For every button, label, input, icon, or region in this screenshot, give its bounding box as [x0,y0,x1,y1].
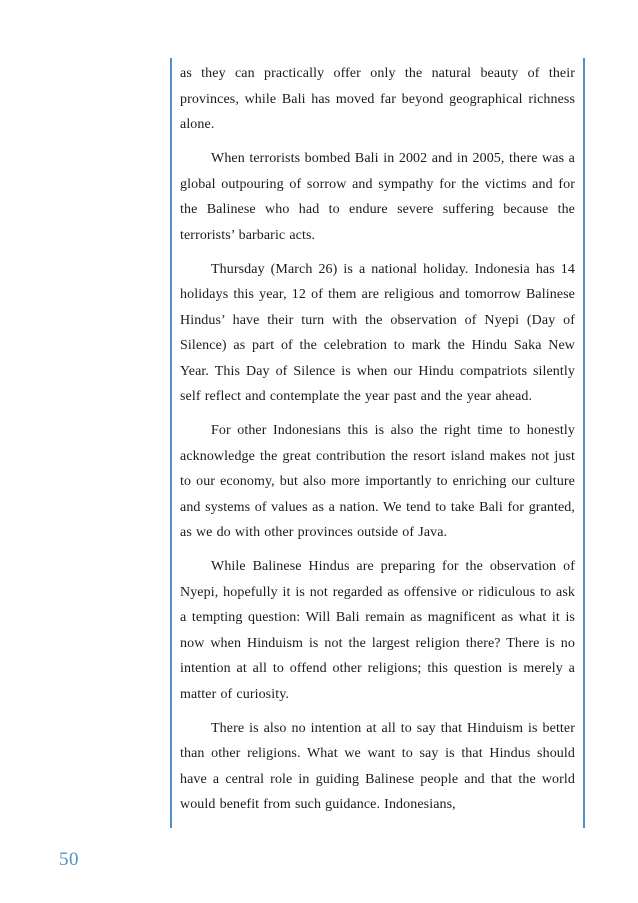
page-number: 50 [59,849,79,870]
paragraph-1: as they can practically offer only the natural beauty of their provinces, while Bali has moved far beyond geographical richness alone. [180,66,575,132]
paragraph-5: While Balinese Hindus are preparing for the observation of Nyepi, hopefully it is not regarded as offensive or ridiculous to ask a tempting question: Will Bali remain as magnificent as what it is now when Hinduism is not the largest religion there? There is no intention at all to offend other religions; this question is merely a matter of curiosity. [180,559,575,702]
paragraph-2: When terrorists bombed Bali in 2002 and in 2005, there was a global outpouring of sorrow and sympathy for the victims and for the Balinese who had to endure severe suffering because the terrorists’ barbaric acts. [180,151,575,243]
body-text [180,61,575,826]
paragraph-4: For other Indonesians this is also the right time to honestly acknowledge the great contribution the resort island makes not just to our economy, but also more importantly to enriching our culture and systems of values as a nation. We tend to take Bali for granted, as we do with other provinces outside of Java. [180,423,575,540]
text-column [170,58,585,828]
paragraph-6: There is also no intention at all to say that Hinduism is better than other religions. What we want to say is that Hindus should have a central role in guiding Balinese people and that the world would benefit from such guidance. Indonesians, [180,720,575,812]
right-margin-rule [583,58,585,828]
paragraph-3: Thursday (March 26) is a national holiday. Indonesia has 14 holidays this year, 12 of them are religious and tomorrow Balinese Hindus’ have their turn with the observation of Nyepi (Day of Silence) as part of the celebration to mark the Hindu Saka New Year. This Day of Silence is when our Hindu compatriots silently self reflect and contemplate the year past and the year ahead. [180,261,575,404]
left-margin-rule [170,58,172,828]
